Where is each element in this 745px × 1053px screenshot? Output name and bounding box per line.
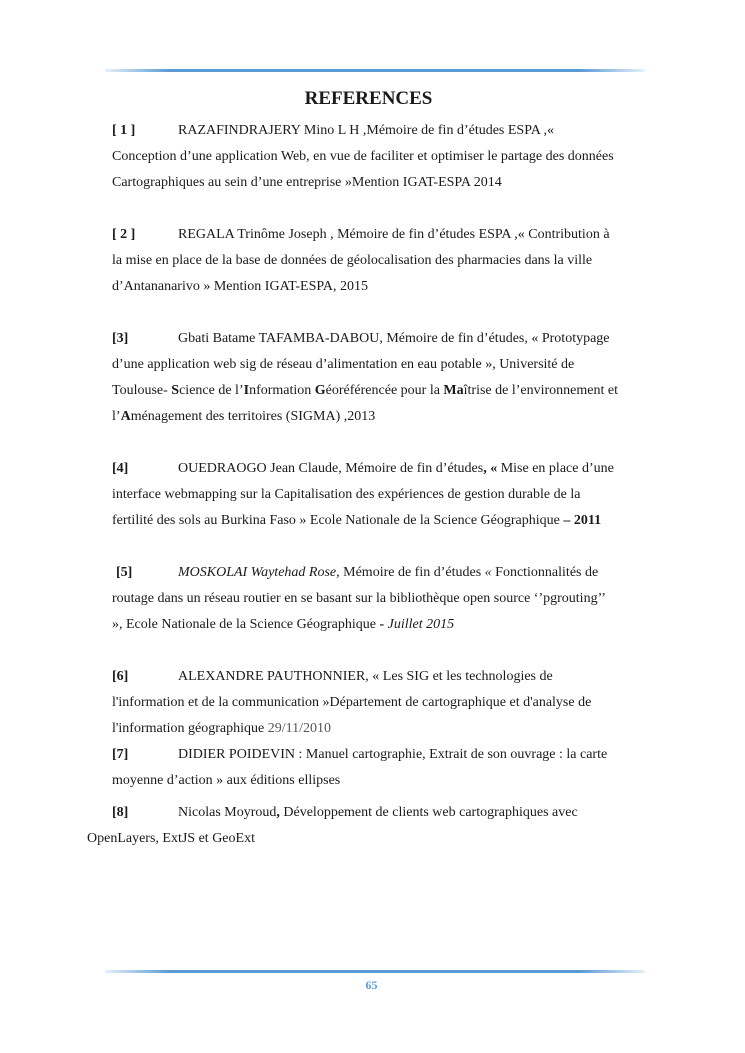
reference-number: [6]: [112, 669, 129, 684]
reference-number: [3]: [112, 331, 129, 346]
reference-2: [ 2 ] REGALA Trinôme Joseph , Mémoire de fin d’études ESPA ,« Contribution à la mise en place de la base de données de géolocalisation des pharmacies dans la ville d’Antananarivo » Mention IGAT-ESPA, 2015: [112, 222, 667, 300]
reference-3: [3] Gbati Batame TAFAMBA-DABOU, Mémoire de fin d’études, « Prototypage d’une application web sig de réseau d’alimentation en eau potable », Université de Toulouse- Science de l’Information Géoréférencée pour la Maîtrise de l’environnement et l’Aménagement des territoires (SIGMA) ,2013: [112, 326, 667, 430]
reference-number: [ 1 ]: [112, 123, 136, 138]
reference-6: [6] ALEXANDRE PAUTHONNIER, « Les SIG et les technologies de l'information et de la communication »Département de cartographique et d'analyse de l'information géographique 29/11/2010: [112, 664, 667, 742]
reference-date: 29/11/2010: [267, 721, 331, 736]
reference-number: [8]: [112, 805, 129, 820]
reference-number: [5]: [116, 565, 133, 580]
reference-number: [4]: [112, 461, 129, 476]
reference-list: [87, 118, 667, 852]
reference-4: [4] OUEDRAOGO Jean Claude, Mémoire de fin d’études, « Mise en place d’une interface webmapping sur la Capitalisation des expériences de gestion durable de la fertilité des sols au Burkina Faso » Ecole Nationale de la Science Géographique – 2011: [112, 456, 667, 534]
page-number: 65: [365, 978, 378, 992]
page-title: REFERENCES: [304, 88, 433, 109]
reference-8: [8] Nicolas Moyroud, Développement de clients web cartographiques avec OpenLayers, ExtJS et GeoExt: [112, 800, 667, 852]
header-rule: [105, 69, 645, 72]
footer-rule: [105, 970, 645, 973]
reference-7: [7] DIDIER POIDEVIN : Manuel cartographie, Extrait de son ouvrage : la carte moyenne d’action » aux éditions ellipses: [112, 742, 667, 794]
reference-number: [ 2 ]: [112, 227, 136, 242]
reference-1: [ 1 ] RAZAFINDRAJERY Mino L H ,Mémoire de fin d’études ESPA ,« Conception d’une application Web, en vue de faciliter et optimiser le partage des données Cartographiques au sein d’une entreprise »Mention IGAT-ESPA 2014: [112, 118, 667, 196]
reference-5: [5] MOSKOLAI Waytehad Rose, Mémoire de fin d’études « Fonctionnalités de routage dans un réseau routier en se basant sur la bibliothèque open source ‘’pgrouting’’ », Ecole Nationale de la Science Géographique - Juillet 2015: [112, 560, 667, 638]
reference-number: [7]: [112, 747, 129, 762]
